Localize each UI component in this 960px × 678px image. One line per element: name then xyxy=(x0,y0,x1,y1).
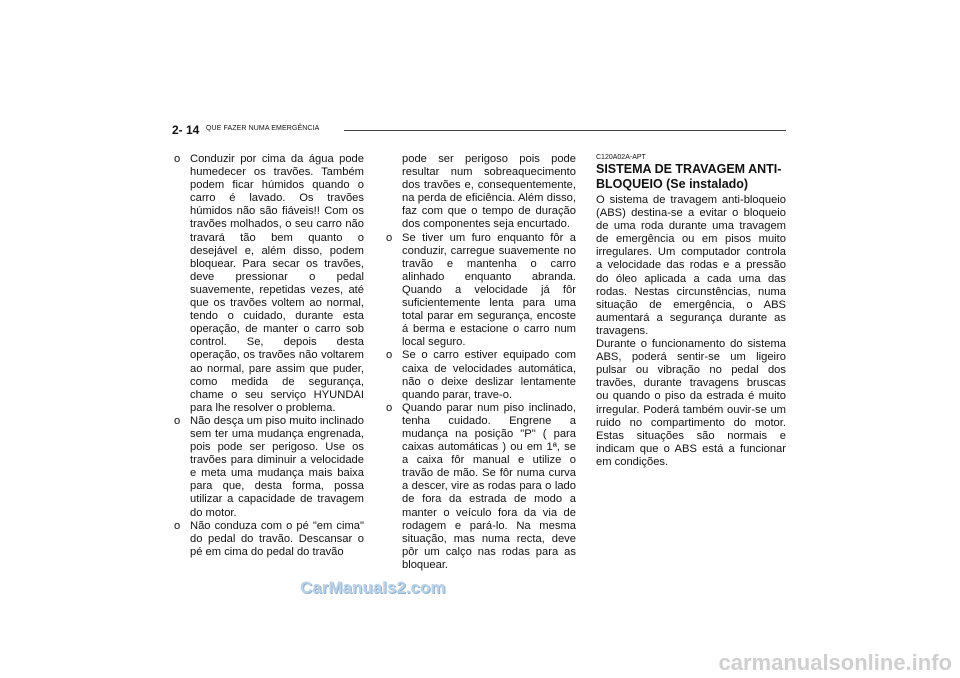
bullet-mark: o xyxy=(386,401,393,414)
paragraph: O sistema de travagem anti-bloqueio (ABS) destina-se a evitar o bloqueio de uma roda durante uma travagem de emergência ou em pisos muito irregulares. Um computador controla a velocidade das rodas e a pressão do óleo aplicada a cada uma das rodas. Nestas circunstências, numa situação de emergência, o ABS aumentará a segurança durante as travagens. xyxy=(596,194,786,337)
bullet-text: Conduzir por cima da água pode humedecer os travões. Também podem ficar húmidos quando o carro é lavado. Os travões húmidos não são fiáveis!! Com os travões molhados, o seu carro não travará tão bem quanto o desejável e, além disso, podem bloquear. Para secar os travões, deve pressionar o pedal suavemente, repetidas vezes, até que os travões voltem ao normal, tendo o cuidado, durante esta operação, de manter o carro sob control. Se, depois desta operação, os travões não voltarem ao normal, pare assim que puder, como medida de segurança, chame o seu serviço HYUNDAI para lhe resolver o problema. xyxy=(190,153,364,414)
section-title: QUE FAZER NUMA EMERGÊNCIA xyxy=(206,125,320,132)
bullet-text: Se o carro estiver equipado com caixa de velocidades automática, não o deixe deslizar lentamente quando parar, trave-o. xyxy=(402,349,576,401)
section-code: C120A02A-APT xyxy=(596,154,646,161)
bullet-mark: o xyxy=(174,153,181,165)
page-number: 2- 14 xyxy=(172,123,200,137)
bullet-item xyxy=(174,153,364,415)
watermark-logo-left: CarManuals2.com xyxy=(300,578,446,597)
bullet-mark: o xyxy=(174,519,181,532)
watermark-logo-right: carmanualsonline.info xyxy=(718,650,952,675)
header-rule xyxy=(344,130,786,131)
bullet-mark: o xyxy=(386,231,393,244)
bullet-item xyxy=(174,415,364,520)
bullet-text: Quando parar num piso inclinado, tenha cuidado. Engrene a mudança na posição "P" ( para caixas automáticas ) ou em 1ª, se a caixa fôr manual e utilize o travão de mão. Se fôr numa curva a descer, vire as rodas para o lado de fora da estrada de modo a manter o veículo fora da via de rodagem e pará-lo. Na mesma situação, mas numa recta, deve pôr um calço nas rodas para as bloquear. xyxy=(402,401,576,571)
bullet-mark: o xyxy=(174,414,181,427)
column-1 xyxy=(174,153,364,559)
paragraph: Durante o funcionamento do sistema ABS, poderá sentir-se um ligeiro pulsar ou vibração no pedal dos travões, durante travagens bruscas ou quando o piso da estrada é muito irregular. Poderá também ouvir-se um ruido no compartimento do motor. Estas situações são normais e indicam que o ABS está a funcionar em condições. xyxy=(596,338,786,468)
bullet-text: Não desça um piso muito inclinado sem ter uma mudança engrenada, pois pode ser perigoso. Use os travões para diminuir a velocidade e meta uma mudança mais baixa para que, desta forma, possa utilizar a capacidade de travagem do motor. xyxy=(190,414,364,519)
bullet-text: Não conduza com o pé "em cima" do pedal do travão. Descansar o pé em cima do pedal do travão xyxy=(190,519,364,558)
bullet-item xyxy=(386,232,576,350)
column-3 xyxy=(596,153,786,469)
bullet-item xyxy=(174,520,364,559)
bullet-text: Se tiver um furo enquanto fôr a conduzir, carregue suavemente no travão e mantenha o carro alinhado enquanto abranda. Quando a velocidade já fôr suficientemente lenta para uma total parar em segurança, encoste á berma e estacione o carro num local seguro. xyxy=(402,231,576,349)
page-header xyxy=(172,123,786,137)
bullet-item xyxy=(386,349,576,401)
bullet-mark: o xyxy=(386,349,393,362)
section-heading: SISTEMA DE TRAVAGEM ANTI-BLOQUEIO (Se instalado) xyxy=(596,162,782,191)
bullet-item xyxy=(386,402,576,572)
continuation-text: pode ser perigoso pois pode resultar num sobreaquecimento dos travões e, consequentemente, na perda de eficiência. Além disso, faz com que o tempo de duração dos componentes seja encurtado. xyxy=(402,153,576,231)
column-2 xyxy=(386,153,576,572)
